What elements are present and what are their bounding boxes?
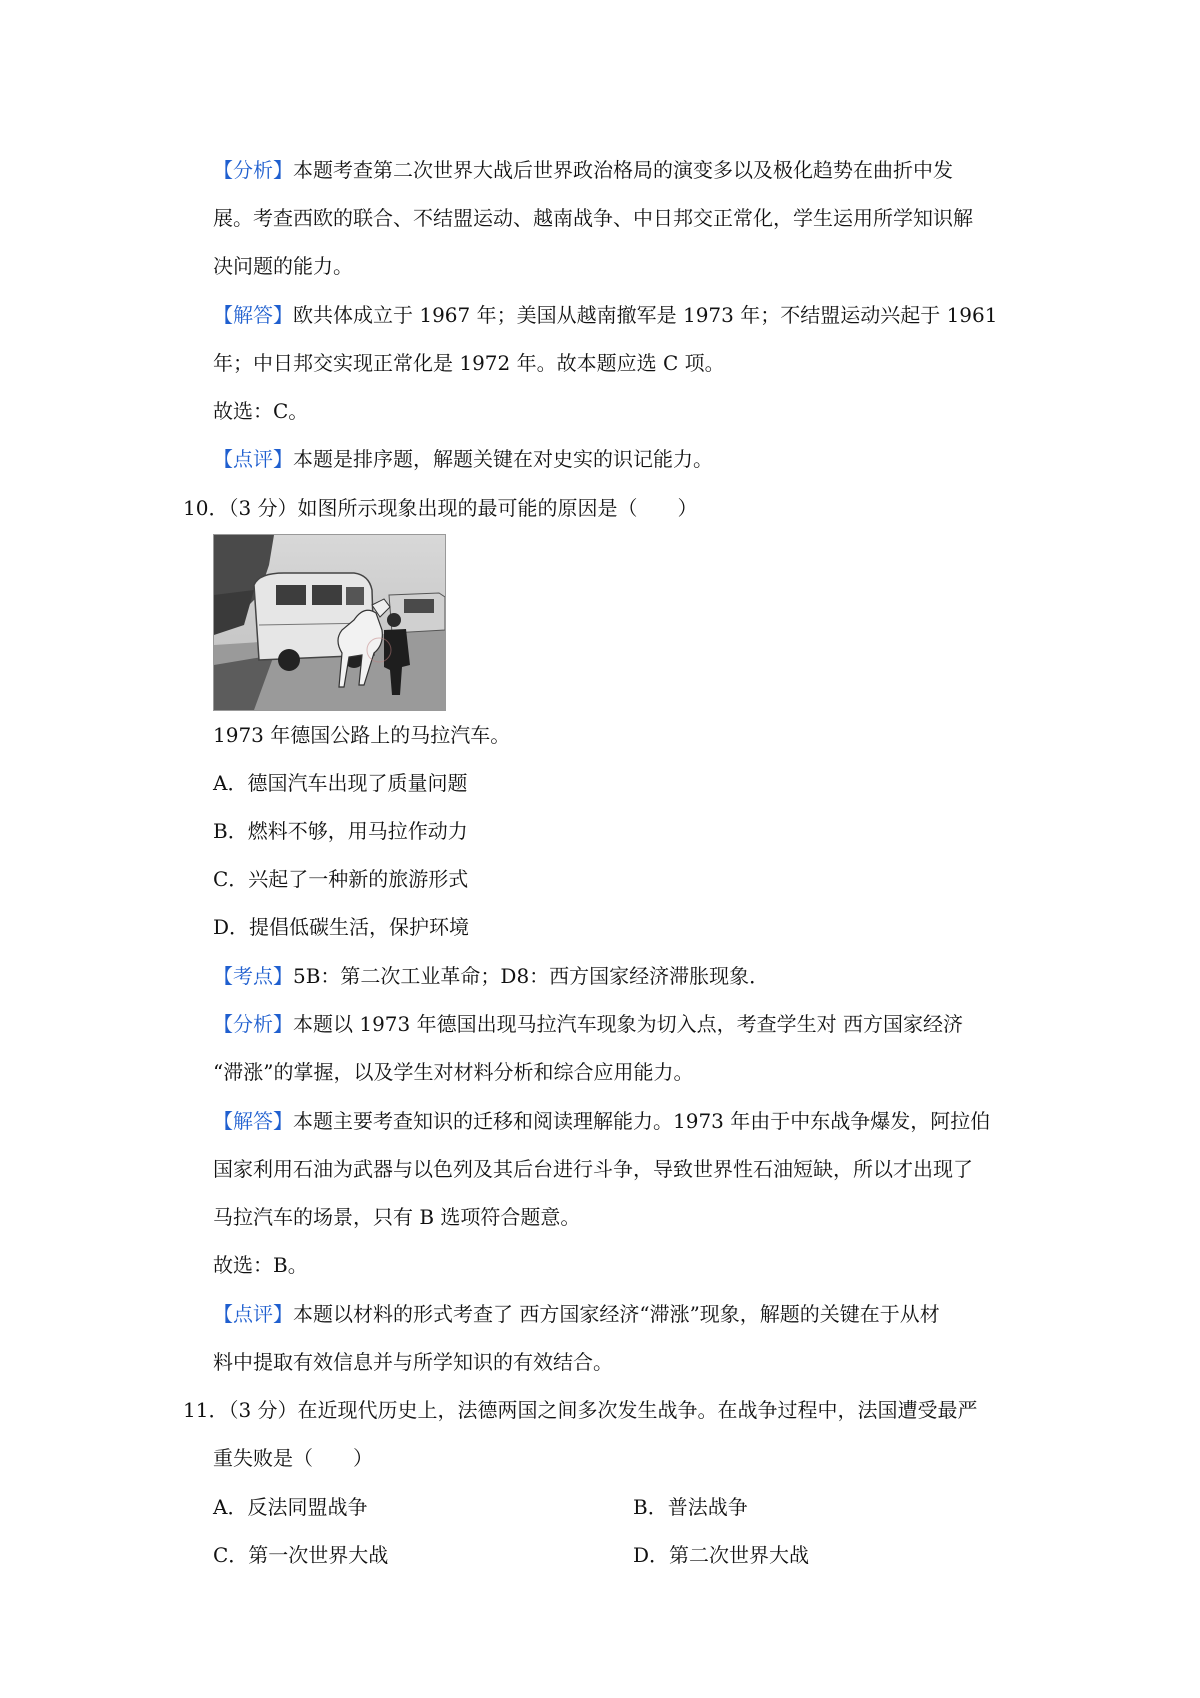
q10-option-a: A．德国汽车出现了质量问题 (213, 771, 468, 795)
q10-comment-text-1: 本题以材料的形式考查了 西方国家经济“滞涨”现象，解题的关键在于从材 (293, 1302, 940, 1326)
q10-answer-text-2: 国家利用石油为武器与以色列及其后台进行斗争，导致世界性石油短缺，所以才出现了 (213, 1157, 973, 1181)
analysis-tag: 【分析】 (213, 158, 293, 182)
q10-option-d: D．提倡低碳生活，保护环境 (213, 915, 470, 939)
q9-comment-text-1: 本题是排序题，解题关键在对史实的识记能力。 (293, 447, 713, 471)
q9-analysis-text-3: 决问题的能力。 (213, 254, 353, 278)
q10-comment-text-2: 料中提取有效信息并与所学知识的有效结合。 (213, 1350, 613, 1374)
analysis-tag: 【分析】 (213, 1012, 293, 1036)
comment-tag: 【点评】 (213, 1302, 293, 1326)
q9-answer-text-2: 年；中日邦交实现正常化是 1972 年。故本题应选 C 项。 (213, 351, 725, 375)
q9-analysis-text-1: 本题考查第二次世界大战后世界政治格局的演变多以及极化趋势在曲折中发 (293, 158, 953, 182)
q11-option-a: A．反法同盟战争 (213, 1495, 368, 1519)
q10-option-c: C．兴起了一种新的旅游形式 (213, 867, 469, 891)
q9-answer-text-1: 欧共体成立于 1967 年；美国从越南撤军是 1973 年；不结盟运动兴起于 1961 (293, 303, 998, 327)
horse-drawn-car-photo (213, 534, 446, 711)
q10-analysis-text-1: 本题以 1973 年德国出现马拉汽车现象为切入点，考查学生对 西方国家经济 (293, 1012, 963, 1036)
q10-stem: 10．（3 分）如图所示现象出现的最可能的原因是（ ） (183, 496, 698, 520)
comment-tag: 【点评】 (213, 447, 293, 471)
q10-kaodian (213, 962, 769, 990)
q10-comment (213, 1300, 940, 1328)
q10-answer (213, 1107, 990, 1135)
answer-tag: 【解答】 (213, 1109, 293, 1133)
q9-analysis-text-2: 展。考查西欧的联合、不结盟运动、越南战争、中日邦交正常化，学生运用所学知识解 (213, 206, 973, 230)
q10-kaodian-text: 5B：第二次工业革命；D8：西方国家经济滞胀现象． (293, 964, 770, 988)
q10-analysis (213, 1010, 963, 1038)
answer-tag: 【解答】 (213, 303, 293, 327)
kaodian-tag: 【考点】 (213, 964, 293, 988)
q10-choice: 故选：B。 (213, 1253, 308, 1277)
q9-comment (213, 445, 713, 473)
q10-caption: 1973 年德国公路上的马拉汽车。 (213, 723, 511, 747)
q10-analysis-text-2: “滞涨”的掌握，以及学生对材料分析和综合应用能力。 (213, 1060, 694, 1084)
q11-option-b: B．普法战争 (633, 1495, 748, 1519)
q10-option-b: B．燃料不够，用马拉作动力 (213, 819, 468, 843)
q11-option-c: C．第一次世界大战 (213, 1543, 389, 1567)
q11-stem-1: 11．（3 分）在近现代历史上，法德两国之间多次发生战争。在战争过程中，法国遭受最严 (183, 1398, 978, 1422)
q11-option-d: D．第二次世界大战 (633, 1543, 810, 1567)
q9-answer (213, 301, 997, 329)
q11-stem-2: 重失败是（ ） (213, 1446, 373, 1470)
q9-analysis (213, 156, 953, 184)
q10-answer-text-3: 马拉汽车的场景，只有 B 选项符合题意。 (213, 1205, 581, 1229)
q9-choice: 故选：C。 (213, 399, 309, 423)
q10-answer-text-1: 本题主要考查知识的迁移和阅读理解能力。1973 年由于中东战争爆发，阿拉伯 (293, 1109, 991, 1133)
